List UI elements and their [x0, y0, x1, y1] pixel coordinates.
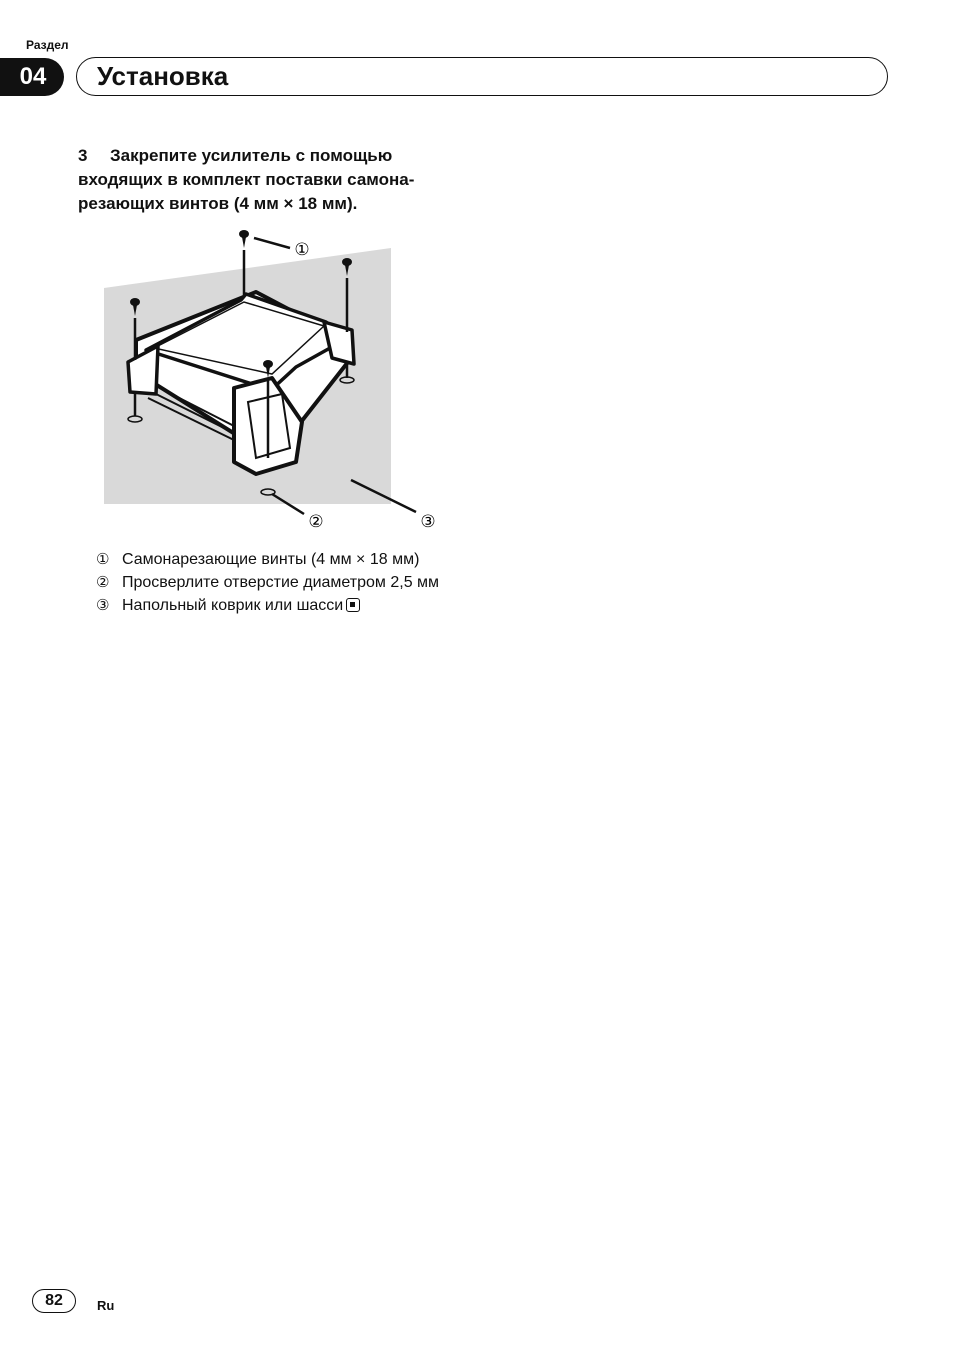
page-title: Установка — [97, 61, 229, 91]
step-instruction — [78, 144, 468, 216]
language-code: Ru — [97, 1298, 115, 1313]
caption-item — [96, 548, 466, 571]
amplifier-illustration — [96, 222, 446, 534]
caption-text: Самонарезающие винты (4 мм × 18 мм) — [122, 551, 420, 568]
caption-text: Просверлите отверстие диаметром 2,5 мм — [122, 574, 440, 591]
step-text: Закрепите усилитель с помощью входящих в комплект поставки самонарезающих винтов (4 мм × 18 мм). — [78, 146, 415, 213]
page-number: 82 — [32, 1289, 76, 1313]
caption-text: Напольный коврик или шасси — [122, 597, 344, 614]
caption-item — [96, 571, 466, 594]
section-label: Раздел — [26, 38, 69, 52]
caption-item — [96, 594, 466, 617]
end-of-section-icon — [346, 598, 360, 612]
installation-figure — [96, 222, 446, 534]
figure-captions — [96, 548, 466, 617]
caption-marker: ③ — [96, 597, 110, 614]
callout-2: ② — [308, 512, 324, 532]
callout-3: ③ — [420, 512, 436, 532]
step-number: 3 — [78, 146, 88, 165]
callout-1: ① — [294, 240, 310, 260]
title-bar — [76, 57, 888, 96]
section-number-badge: 04 — [0, 58, 64, 96]
caption-marker: ① — [96, 551, 110, 568]
caption-marker: ② — [96, 574, 110, 591]
